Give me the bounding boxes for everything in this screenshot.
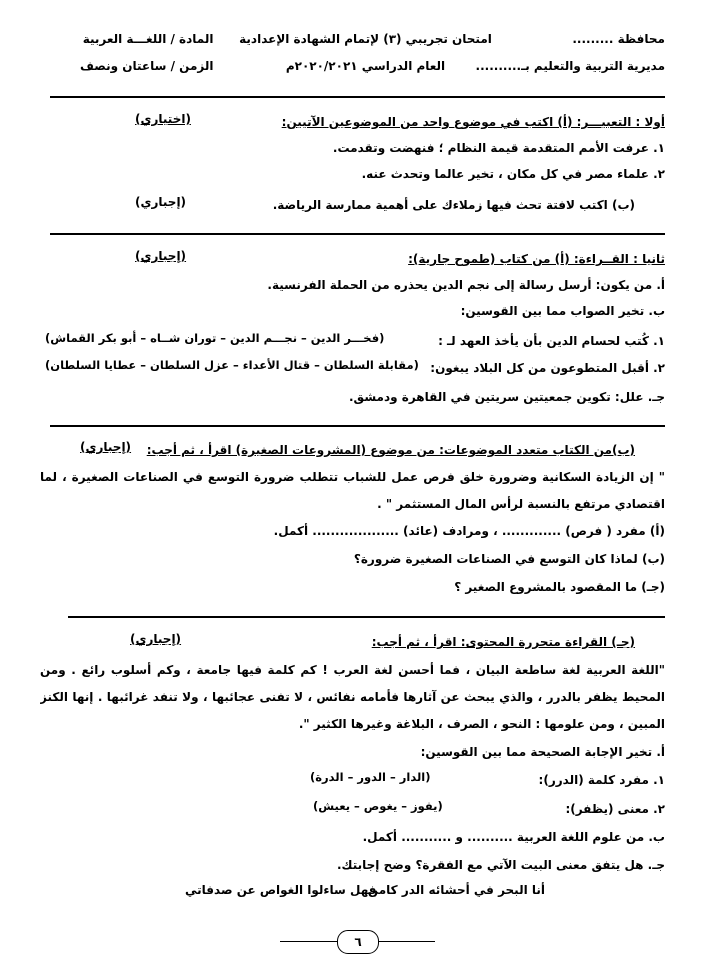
section-2-title: ثانيا : القــراءة: (أ) من كتاب (طموح جارية):	[408, 252, 665, 266]
s2-q1: ١. كُتب لحسام الدين بأن يأخذ العهد لـ :	[438, 334, 665, 348]
s3-q-c: (جـ) ما المقصود بالمشروع الصغير ؟	[454, 580, 665, 594]
section-2-tag: (إجباري)	[135, 249, 187, 263]
divider	[50, 96, 665, 98]
directorate-label: مديرية التربية والتعليم بـ..........	[475, 59, 665, 73]
s3-q-b: (ب) لماذا كان التوسع في الصناعات الصغيرة ضرورة؟	[353, 552, 665, 566]
section-1-title: أولا : التعبيـــر: (أ) اكتب في موضوع واحد من الموضوعين الآتيين:	[281, 115, 665, 129]
header-right	[476, 26, 665, 80]
s2-q-c: جـ. علل: تكوين جمعيتين سريتين في القاهرة ودمشق.	[348, 390, 665, 404]
exam-title: امتحان تجريبي (٣) لإتمام الشهادة الإعدادية	[239, 32, 492, 46]
section-4-title: (جـ) القراءة متحررة المحتوى: اقرأ ، ثم أجب:	[371, 635, 635, 649]
s4-q1: ١. مفرد كلمة (الدرر):	[538, 773, 665, 787]
s3-passage-2: اقتصادي مرتفع بالنسبة لرأس المال المستثمر " .	[377, 497, 665, 511]
s1-line-3: (ب) اكتب لافتة تحث فيها زملاءك على أهمية ممارسة الرياضة.	[272, 198, 635, 212]
governorate-label: محافظة .........	[572, 32, 665, 46]
s4-q2: ٢. معنى (يظفر):	[565, 802, 665, 816]
s1-line-1: ١. عرفت الأمم المتقدمة قيمة النظام ؛ فنهضت وتقدمت.	[332, 141, 665, 155]
header-left	[80, 26, 213, 80]
s1-line-2: ٢. علماء مصر في كل مكان ، تخير عالما وتحدث عنه.	[361, 167, 665, 181]
subject-label: المادة / اللغـــة العربية	[82, 32, 214, 46]
divider	[50, 233, 665, 235]
s4-q2-options: (يفوز – يغوص – يعيش)	[313, 799, 443, 813]
s2-q-a: أ. من يكون: أرسل رسالة إلى نجم الدين يحذره من الحملة الفرنسية.	[267, 278, 665, 292]
s2-q-b: ب. تخير الصواب مما بين القوسين:	[460, 304, 665, 318]
section-1-tag: (اختياري)	[135, 112, 191, 126]
divider	[68, 616, 665, 618]
verse-second-half: فهل ساءلوا الغواص عن صدفاتي	[185, 883, 377, 897]
s1-tag-2: (إجباري)	[135, 195, 187, 209]
page-number: ٦	[337, 930, 379, 954]
s4-q-b: ب. من علوم اللغة العربية .......... و ........... أكمل.	[362, 830, 665, 844]
s2-q2: ٢. أقبل المتطوعون من كل البلاد يبغون:	[430, 361, 665, 375]
time-label: الزمن / ساعتان ونصف	[80, 59, 214, 73]
s4-passage-3: المبين ، ومن علومها : النحو ، الصرف ، البلاغة وغيرها الكثير ".	[298, 717, 665, 731]
s4-passage-1: "اللغة العربية لغة ساطعة البيان ، فما أحسن لغة العرب ! كم كلمة فيها جامعة ، وكم أسلوب رائع . ومن	[40, 663, 665, 677]
header-center	[238, 26, 493, 80]
s2-q1-options: (فخـــر الدين – نجـــم الدين – توران شــاه – أبو بكر القماش)	[45, 331, 385, 345]
s4-q-a: أ. تخير الإجابة الصحيحة مما بين القوسين:	[420, 745, 665, 759]
s4-passage-2: المحيط يظفر بالدرر ، والذي يبحث عن آثارها فأمامه نفائس ، لا تفنى عجائبها ، ولا تنفد غرائبها . إنها الكنز	[40, 690, 665, 704]
s2-q2-options: (مقابلة السلطان – قتال الأعداء – عزل السلطان – عطايا السلطان)	[45, 358, 419, 372]
section-3-title: (ب)من الكتاب متعدد الموضوعات: من موضوع (المشروعات الصغيرة) اقرأ ، ثم أجب:	[146, 443, 635, 457]
s4-q-c: جـ. هل يتفق معنى البيت الآتي مع الفقرة؟ وضح إجابتك.	[337, 858, 665, 872]
section-4-tag: (إجباري)	[130, 632, 182, 646]
academic-year: العام الدراسي ٢٠٢٠/٢٠٢١م	[285, 59, 446, 73]
s3-passage-1: " إن الزيادة السكانية وضرورة خلق فرص عمل للشباب تتطلب ضرورة التوسع في الصناعات الصغيرة ، لما	[40, 470, 665, 484]
s3-q-a: (أ) مفرد ( فرص) ............. ، ومرادف (عائد) ................... أكمل.	[273, 524, 665, 538]
divider	[50, 425, 665, 427]
section-3-tag: (إجباري)	[80, 440, 132, 454]
s4-q1-options: (الدار – الدور – الدرة)	[310, 770, 431, 784]
verse-first-half: أنا البحر في أحشائه الدر كامن	[367, 883, 545, 897]
